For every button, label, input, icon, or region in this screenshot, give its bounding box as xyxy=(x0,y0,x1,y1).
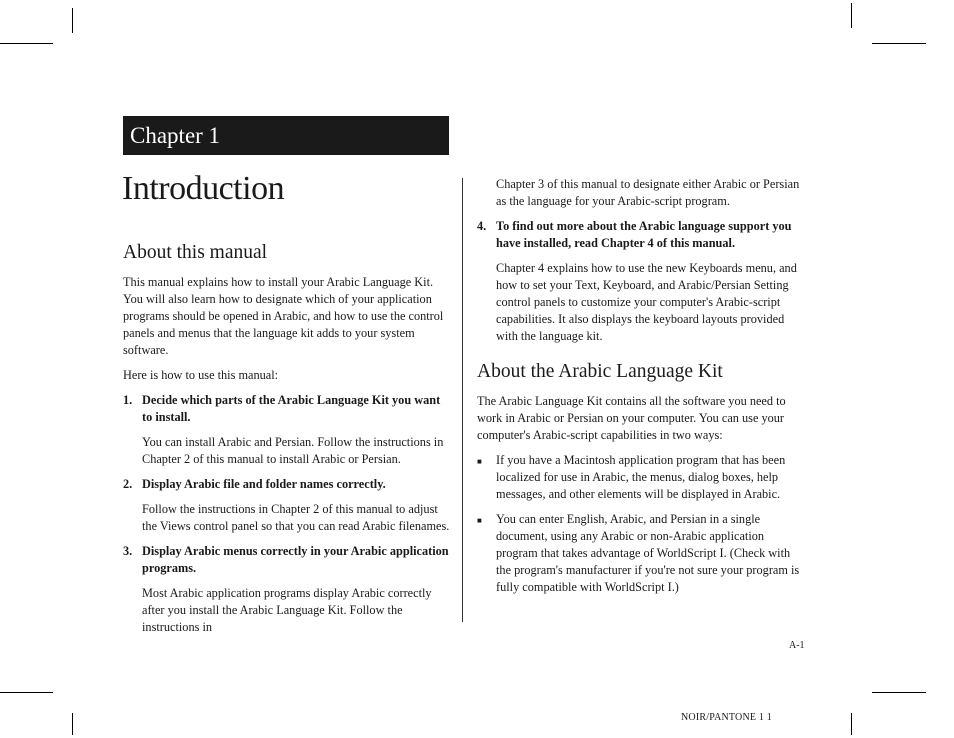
chapter-label: Chapter 1 xyxy=(123,116,449,155)
step-number: 1. xyxy=(123,393,133,407)
step-4-heading xyxy=(477,218,805,252)
step-1-body: You can install Arabic and Persian. Follow the instructions in Chapter 2 of this manual to install Arabic or Persian. xyxy=(142,435,444,466)
step-2-body: Follow the instructions in Chapter 2 of this manual to adjust the Views control panel so that you can read Arabic filenames. xyxy=(142,502,450,533)
step-heading-text: To find out more about the Arabic language support you have installed, read Chapter 4 of this manual. xyxy=(496,219,792,250)
step-3-continued: Chapter 3 of this manual to designate either Arabic or Persian as the language for your Arabic-script program. xyxy=(496,177,800,208)
crop-mark xyxy=(851,3,852,28)
crop-mark xyxy=(72,713,73,735)
step-3-heading xyxy=(123,543,451,577)
step-heading-text: Display Arabic menus correctly in your Arabic application programs. xyxy=(142,544,449,575)
bullet-text: You can enter English, Arabic, and Persian in a single document, using any Arabic or non-Arabic application program that takes advantage of WorldScript I. (Check with the program's manufacturer if you're not sure your program is fully compatible with WorldScript I.) xyxy=(496,512,800,594)
step-number: 2. xyxy=(123,477,133,491)
crop-mark xyxy=(872,43,926,44)
step-heading-text: Decide which parts of the Arabic Language Kit you want to install. xyxy=(142,393,441,424)
crop-mark xyxy=(0,692,53,693)
page-number: A-1 xyxy=(789,640,805,651)
kit-intro: The Arabic Language Kit contains all the software you need to work in Arabic or Persian on your computer. You can use your computer's Arabic-script capabilities in two ways: xyxy=(477,394,786,442)
square-bullet-icon: ■ xyxy=(477,516,482,525)
page-title: Introduction xyxy=(122,170,285,207)
step-2-heading xyxy=(123,476,451,493)
square-bullet-icon: ■ xyxy=(477,457,482,466)
print-footer: NOIR/PANTONE 1 1 xyxy=(681,712,772,723)
crop-mark xyxy=(872,692,926,693)
step-number: 3. xyxy=(123,544,133,558)
right-column xyxy=(477,176,805,604)
step-4-body: Chapter 4 explains how to use the new Keyboards menu, and how to set your Text, Keyboard, and Arabic/Persian Setting control panels to customize your computer's Arabic-script capabilities. It also displays the keyboard layouts provided with the language kit. xyxy=(496,261,797,343)
list-item xyxy=(477,511,805,596)
section-heading-about-kit: About the Arabic Language Kit xyxy=(477,361,723,382)
lead-in: Here is how to use this manual: xyxy=(123,368,279,382)
step-number: 4. xyxy=(477,219,487,233)
step-heading-text: Display Arabic file and folder names correctly. xyxy=(142,477,386,491)
list-item xyxy=(477,452,805,503)
crop-mark xyxy=(72,8,73,33)
column-divider xyxy=(462,178,463,622)
step-3-body: Most Arabic application programs display Arabic correctly after you install the Arabic Language Kit. Follow the instructions in xyxy=(142,586,432,634)
bullet-text: If you have a Macintosh application program that has been localized for use in Arabic, the menus, dialog boxes, help messages, and other elements will be displayed in Arabic. xyxy=(496,453,786,501)
crop-mark xyxy=(0,43,53,44)
left-column xyxy=(123,240,451,644)
intro-paragraph: This manual explains how to install your Arabic Language Kit. You will also learn how to designate which of your application programs should be opened in Arabic, and how to use the control panels and menus that the language kit adds to your system software. xyxy=(123,275,444,357)
step-1-heading xyxy=(123,392,451,426)
section-heading-about-manual: About this manual xyxy=(123,242,268,263)
crop-mark xyxy=(851,713,852,735)
